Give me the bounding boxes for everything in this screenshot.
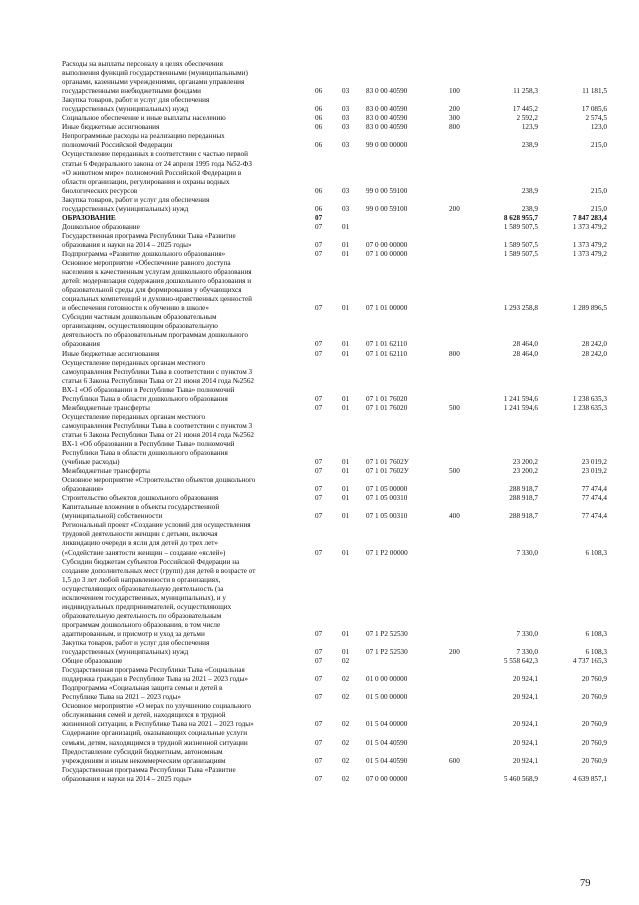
amount-plan: 5 558 642,3 [503, 657, 538, 666]
section-code: 06 [315, 105, 323, 114]
row-name: Осуществление переданных органам местного самоуправления Республики Тыва в соответствии с пунктом 3 статьи 6 Закона Республики Тыва от 21 июня 2014 года №2562 ВХ-1 «Об образовании в Республике Тыва» полномочий Республики Тыва в области дошкольного образования [62, 358, 255, 403]
row-name: Основное мероприятие «Строительство объектов дошкольного образования» [62, 476, 256, 494]
table-row [62, 413, 607, 467]
subsection-code: 02 [342, 738, 350, 747]
subsection-code: 03 [342, 204, 350, 213]
subsection-code: 01 [342, 249, 350, 258]
amount-plan: 2 592,2 [516, 114, 538, 123]
target-article-code: 07 1 01 76020 [366, 394, 408, 403]
expense-type-code: 300 [449, 114, 460, 123]
table-row [62, 657, 607, 666]
target-article-code: 01 5 04 40590 [366, 756, 408, 765]
target-article-code: 07 1 01 76020 [366, 403, 408, 412]
amount-actual: 215,0 [590, 204, 607, 213]
amount-plan: 288 918,7 [509, 494, 538, 503]
amount-actual: 1 289 896,5 [572, 304, 607, 313]
section-code: 06 [315, 123, 323, 132]
table-row [62, 666, 607, 684]
row-name: Субсидии бюджетам субъектов Российской Федерации на создание дополнительных мест (групп) для детей в возрасте от 1,5 до 3 лет любой направленности в организациях, осуществляющих образовательную деятельность (за исключением государственных, муниципальных), и у индивидуальных предпринимателей, осуществляющих образовательную деятельность по образовательным программам дошкольного образования, в том числе адаптированным, и присмотр и уход за детьми [62, 557, 256, 638]
amount-actual: 77 474,4 [581, 512, 607, 521]
section-code: 07 [315, 720, 323, 729]
table-row [62, 494, 607, 503]
target-article-code: 07 0 00 00000 [366, 240, 408, 249]
amount-actual: 11 181,5 [582, 87, 607, 96]
section-code: 07 [315, 548, 323, 557]
amount-actual: 1 373 479,2 [572, 222, 607, 231]
table-row [62, 748, 607, 766]
subsection-code: 02 [342, 774, 350, 783]
section-code: 07 [315, 774, 323, 783]
subsection-code: 01 [342, 240, 350, 249]
target-article-code: 07 1 05 00000 [366, 485, 408, 494]
subsection-code: 03 [342, 114, 350, 123]
table-row [62, 313, 607, 349]
amount-actual: 20 760,9 [581, 693, 607, 702]
subsection-code: 03 [342, 105, 350, 114]
amount-plan: 8 628 955,7 [503, 213, 538, 222]
amount-actual: 20 760,9 [581, 756, 607, 765]
budget-table [62, 60, 607, 784]
section-code: 06 [315, 186, 323, 195]
table-row [62, 150, 607, 195]
amount-plan: 17 445,2 [512, 105, 538, 114]
amount-actual: 1 373 479,2 [572, 249, 607, 258]
amount-plan: 1 589 507,5 [503, 240, 538, 249]
subsection-code: 01 [342, 485, 350, 494]
section-code: 07 [315, 458, 323, 467]
table-row [62, 250, 607, 259]
row-name: Содержание организаций, оказывающих социальные услуги семьям, детям, находящимся в трудной жизненной ситуации [62, 729, 248, 747]
row-name: Подпрограмма «Социальная защита семьи и детей в Республике Тыва на 2021 – 2023 годы» [62, 684, 223, 702]
amount-actual: 23 019,2 [581, 467, 607, 476]
expense-type-code: 500 [449, 403, 460, 412]
table-row [62, 503, 607, 521]
amount-plan: 238,9 [521, 204, 538, 213]
table-row [62, 214, 607, 223]
expense-type-code: 200 [449, 204, 460, 213]
target-article-code: 01 5 00 00000 [366, 693, 408, 702]
amount-plan: 238,9 [521, 186, 538, 195]
table-row [62, 350, 607, 359]
section-code: 07 [315, 304, 323, 313]
subsection-code: 01 [342, 340, 350, 349]
row-name: Непрограммные расходы на реализацию переданных полномочий Российской Федерации [62, 132, 225, 150]
amount-actual: 215,0 [590, 141, 607, 150]
amount-actual: 6 108,3 [585, 548, 607, 557]
target-article-code: 07 0 00 00000 [366, 774, 408, 783]
row-name: Иные бюджетные ассигнования [62, 123, 160, 132]
row-name: Строительство объектов дошкольного образования [62, 494, 219, 503]
section-code: 07 [315, 249, 323, 258]
section-code: 07 [315, 756, 323, 765]
row-name: Расходы на выплаты персоналу в целях обеспечения выполнения функций государственными (муниципальными) органами, казенными учреждениями, органами управления государственными внебюджетными фондами [62, 60, 248, 96]
target-article-code: 07 1 01 7602У [366, 467, 409, 476]
row-name: Основное мероприятие «Обеспечение равного доступа населения к качественным услугам дошкольного образования детей: модернизация содержания дошкольного образования и образовательной среды для формирования у обучающихся социальных компетенций и духовно-нравственных ценностей и обеспечения готовности к обучению в школе» [62, 259, 253, 313]
expense-type-code: 200 [449, 105, 460, 114]
amount-plan: 11 258,3 [513, 87, 538, 96]
expense-type-code: 800 [449, 123, 460, 132]
section-code: 07 [315, 629, 323, 638]
table-row [62, 702, 607, 729]
amount-actual: 6 108,3 [585, 629, 607, 638]
target-article-code: 01 5 04 40590 [366, 738, 408, 747]
subsection-code: 01 [342, 512, 350, 521]
subsection-code: 03 [342, 87, 350, 96]
target-article-code: 01 5 04 00000 [366, 720, 408, 729]
target-article-code: 83 0 00 40590 [366, 87, 408, 96]
section-code: 06 [315, 114, 323, 123]
expense-type-code: 200 [449, 648, 460, 657]
page-number: 79 [580, 878, 591, 889]
target-article-code: 07 1 Р2 00000 [366, 548, 408, 557]
subsection-code: 01 [342, 349, 350, 358]
table-row [62, 60, 607, 96]
section-code: 07 [315, 693, 323, 702]
amount-actual: 17 085,6 [581, 105, 607, 114]
amount-plan: 288 918,7 [509, 485, 538, 494]
subsection-code: 01 [342, 403, 350, 412]
subsection-code: 02 [342, 675, 350, 684]
table-row [62, 223, 607, 232]
section-code: 07 [315, 467, 323, 476]
target-article-code: 83 0 00 40590 [366, 123, 408, 132]
section-code: 07 [315, 213, 323, 222]
amount-actual: 4 639 857,1 [572, 774, 607, 783]
row-name: Социальное обеспечение и иные выплаты населению [62, 114, 226, 123]
section-code: 07 [315, 394, 323, 403]
amount-plan: 7 330,0 [516, 648, 538, 657]
amount-plan: 238,9 [521, 141, 538, 150]
row-name: Государственная программа Республики Тыва «Развитие образования и науки на 2014 – 2025 годы» [62, 231, 236, 249]
section-code: 07 [315, 349, 323, 358]
row-name: Иные бюджетные ассигнования [62, 349, 160, 358]
row-name: Межбюджетные трансферты [62, 467, 150, 476]
target-article-code: 99 0 00 59100 [366, 186, 408, 195]
subsection-code: 01 [342, 467, 350, 476]
target-article-code: 83 0 00 40590 [366, 105, 408, 114]
target-article-code: 07 1 01 62110 [366, 349, 408, 358]
amount-plan: 20 924,1 [512, 720, 538, 729]
subsection-code: 02 [342, 756, 350, 765]
target-article-code: 07 1 01 62110 [366, 340, 408, 349]
row-name: Субсидии частным дошкольным образовательным организациям, осуществляющим образовательную деятельность по образовательным программам дошкольного образования [62, 313, 248, 349]
amount-plan: 288 918,7 [509, 512, 538, 521]
section-code: 07 [315, 222, 323, 231]
amount-actual: 123,0 [590, 123, 607, 132]
row-name: Государственная программа Республики Тыва «Развитие образования и науки на 2014 – 2025 годы» [62, 765, 236, 783]
row-name: Дошкольное образование [62, 222, 140, 231]
amount-plan: 1 293 258,8 [503, 304, 538, 313]
row-name: Закупка товаров, работ и услуг для обеспечения государственных (муниципальных) нужд [62, 639, 210, 657]
amount-plan: 23 200,2 [512, 467, 538, 476]
target-article-code: 07 1 01 7602У [366, 458, 409, 467]
table-row [62, 132, 607, 150]
row-name: ОБРАЗОВАНИЕ [62, 213, 116, 222]
section-code: 06 [315, 204, 323, 213]
amount-actual: 1 373 479,2 [572, 240, 607, 249]
table-row [62, 259, 607, 313]
subsection-code: 03 [342, 141, 350, 150]
subsection-code: 03 [342, 186, 350, 195]
expense-type-code: 600 [449, 756, 460, 765]
subsection-code: 01 [342, 458, 350, 467]
subsection-code: 01 [342, 304, 350, 313]
subsection-code: 02 [342, 657, 350, 666]
table-row [62, 123, 607, 132]
row-name: Закупка товаров, работ и услуг для обеспечения государственных (муниципальных) нужд [62, 96, 210, 114]
expense-type-code: 500 [449, 467, 460, 476]
amount-plan: 5 460 568,9 [503, 774, 538, 783]
table-row [62, 404, 607, 413]
amount-plan: 20 924,1 [512, 756, 538, 765]
amount-plan: 123,9 [521, 123, 538, 132]
amount-actual: 77 474,4 [581, 494, 607, 503]
target-article-code: 07 1 05 00310 [366, 494, 408, 503]
amount-plan: 1 589 507,5 [503, 249, 538, 258]
amount-actual: 1 238 635,3 [572, 403, 607, 412]
amount-actual: 20 760,9 [581, 720, 607, 729]
section-code: 07 [315, 675, 323, 684]
amount-plan: 7 330,0 [516, 548, 538, 557]
subsection-code: 01 [342, 548, 350, 557]
amount-actual: 1 238 635,3 [572, 394, 607, 403]
expense-type-code: 800 [449, 349, 460, 358]
section-code: 07 [315, 403, 323, 412]
table-row [62, 766, 607, 784]
section-code: 07 [315, 485, 323, 494]
amount-actual: 4 737 165,3 [572, 657, 607, 666]
amount-plan: 7 330,0 [516, 629, 538, 638]
row-name: Закупка товаров, работ и услуг для обеспечения государственных (муниципальных) нужд [62, 195, 210, 213]
row-name: Подпрограмма «Развитие дошкольного образования» [62, 249, 226, 258]
target-article-code: 99 0 00 00000 [366, 141, 408, 150]
amount-plan: 20 924,1 [512, 693, 538, 702]
subsection-code: 01 [342, 629, 350, 638]
target-article-code: 99 0 00 59100 [366, 204, 408, 213]
row-name: Государственная программа Республики Тыва «Социальная поддержка граждан в Республике Тыва на 2021 – 2023 годы» [62, 666, 249, 684]
section-code: 07 [315, 648, 323, 657]
amount-actual: 20 760,9 [581, 675, 607, 684]
table-row [62, 467, 607, 476]
table-row [62, 114, 607, 123]
amount-actual: 6 108,3 [585, 648, 607, 657]
amount-actual: 28 242,0 [581, 349, 607, 358]
row-name: Предоставление субсидий бюджетным, автономным учреждениям и иным некоммерческим организациям [62, 747, 226, 765]
amount-plan: 1 241 594,6 [503, 403, 538, 412]
row-name: Региональный проект «Создание условий для осуществления трудовой деятельности женщин с детьми, включая ликвидацию очереди в ясли для детей до трех лет» («Содействие занятости женщин – создание «яслей») [62, 521, 251, 557]
subsection-code: 01 [342, 222, 350, 231]
subsection-code: 01 [342, 648, 350, 657]
row-name: Осуществление переданных в соответствии с частью первой статьи 6 Федерального закона от 24 апреля 1995 года №52-ФЗ «О животном мире» полномочий Российской Федерации в области организации, регулирования и охраны водных биологических ресурсов [62, 150, 252, 195]
table-row [62, 96, 607, 114]
section-code: 07 [315, 340, 323, 349]
section-code: 06 [315, 87, 323, 96]
amount-actual: 23 019,2 [581, 458, 607, 467]
table-row [62, 684, 607, 702]
row-name: Капитальные вложения в объекты государственной (муниципальной) собственности [62, 503, 220, 521]
section-code: 07 [315, 738, 323, 747]
expense-type-code: 100 [449, 87, 460, 96]
amount-actual: 77 474,4 [581, 485, 607, 494]
section-code: 07 [315, 512, 323, 521]
row-name: Общее образование [62, 657, 123, 666]
amount-actual: 2 574,5 [585, 114, 607, 123]
subsection-code: 03 [342, 123, 350, 132]
subsection-code: 02 [342, 720, 350, 729]
subsection-code: 01 [342, 394, 350, 403]
target-article-code: 07 1 05 00310 [366, 512, 408, 521]
expense-type-code: 400 [449, 512, 460, 521]
amount-actual: 28 242,0 [581, 340, 607, 349]
subsection-code: 02 [342, 693, 350, 702]
target-article-code: 01 0 00 00000 [366, 675, 408, 684]
target-article-code: 07 1 01 00000 [366, 304, 408, 313]
target-article-code: 83 0 00 40590 [366, 114, 408, 123]
amount-plan: 28 464,0 [512, 340, 538, 349]
amount-plan: 28 464,0 [512, 349, 538, 358]
amount-plan: 20 924,1 [512, 738, 538, 747]
amount-plan: 1 241 594,6 [503, 394, 538, 403]
table-row [62, 359, 607, 404]
table-row [62, 639, 607, 657]
subsection-code: 01 [342, 494, 350, 503]
row-name: Основное мероприятие «О мерах по улучшению социального обслуживания семей и детей, находящихся в трудной жизненной ситуации, в Республике Тыва на 2021 – 2023 годы» [62, 702, 254, 729]
amount-actual: 7 847 283,4 [572, 213, 607, 222]
section-code: 07 [315, 240, 323, 249]
target-article-code: 07 1 Р2 52530 [366, 648, 408, 657]
amount-actual: 215,0 [590, 186, 607, 195]
row-name: Осуществление переданных органам местного самоуправления Республики Тыва в соответствии с пунктом 3 статьи 6 Закона Республики Тыва от 21 июня 2014 года №2562 ВХ-1 «Об образовании в Республике Тыва» полномочий Республики Тыва в области дошкольного образования (учебные расходы) [62, 412, 255, 467]
amount-plan: 1 589 507,5 [503, 222, 538, 231]
table-row [62, 232, 607, 250]
row-name: Межбюджетные трансферты [62, 403, 150, 412]
amount-actual: 20 760,9 [581, 738, 607, 747]
section-code: 07 [315, 494, 323, 503]
amount-plan: 20 924,1 [512, 675, 538, 684]
section-code: 07 [315, 657, 323, 666]
target-article-code: 07 1 00 00000 [366, 249, 408, 258]
amount-plan: 23 200,2 [512, 458, 538, 467]
table-row [62, 476, 607, 494]
table-row [62, 196, 607, 214]
table-row [62, 521, 607, 557]
table-row [62, 729, 607, 747]
table-row [62, 558, 607, 639]
target-article-code: 07 1 Р2 52530 [366, 629, 408, 638]
section-code: 06 [315, 141, 323, 150]
